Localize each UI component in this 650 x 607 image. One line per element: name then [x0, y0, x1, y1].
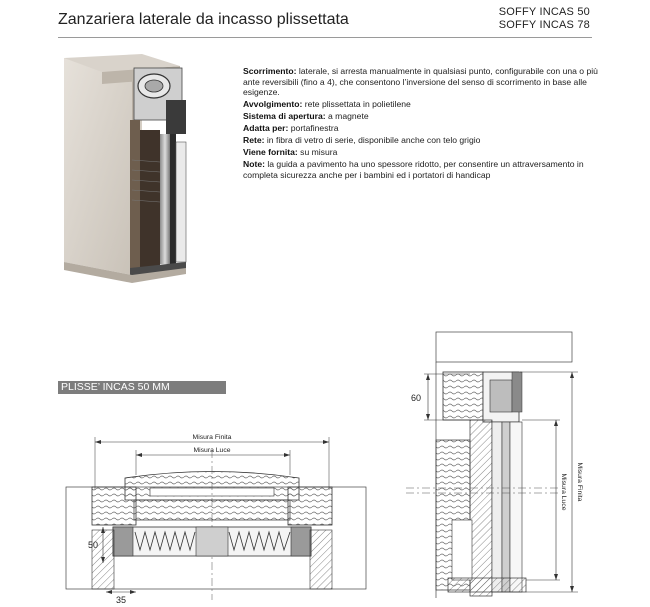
section-title: PLISSE’ INCAS 50 MM: [58, 381, 226, 394]
spec-label: Rete:: [243, 135, 265, 146]
dim-misura-finita-vertical-label: Misura Finita: [576, 462, 583, 502]
product-code: SOFFY INCAS 78: [498, 19, 590, 31]
spec-label: Scorrimento:: [243, 66, 297, 76]
spec-label: Note:: [243, 159, 265, 170]
spec-text: rete plissettata in polietilene: [302, 99, 411, 110]
product-code: SOFFY INCAS 50: [498, 6, 590, 18]
section-view-drawing: [406, 332, 583, 598]
spec-text: su misura: [297, 147, 338, 158]
plan-view-drawing: [66, 434, 366, 605]
dim-misura-luce-label: Misura Luce: [193, 447, 231, 454]
spec-text: la guida a pavimento ha uno spessore ridotto, per consentire un attraversamento in completa sicurezza anche per i bambini ed i portatori di handicap: [243, 159, 584, 180]
spec-text: a magnete: [325, 111, 369, 122]
dim-60-label: 60: [410, 393, 421, 403]
spec-label: Adatta per:: [243, 123, 289, 134]
spec-label: Sistema di apertura:: [243, 111, 326, 122]
dim-35-label: 35: [115, 595, 127, 605]
spec-label: Avvolgimento:: [243, 99, 303, 110]
page-title: Zanzariera laterale da incasso plissettata: [58, 11, 349, 28]
dim-50-label: 50: [87, 540, 98, 550]
spec-text: laterale, si arresta manualmente in qualsiasi punto, configurabile con una o più ante reversibili (fino a 4), che consentono l’inversione del senso di scorrimento in base alle esigenze.: [243, 66, 598, 98]
dim-misura-finita-label: Misura Finita: [192, 434, 232, 441]
spec-text: portafinestra: [288, 123, 339, 134]
spec-text: in fibra di vetro di serie, disponibile anche con telo grigio: [264, 135, 481, 146]
spec-label: Viene fornita:: [243, 147, 298, 158]
dim-misura-luce-vertical-label: Misura Luce: [560, 473, 567, 511]
